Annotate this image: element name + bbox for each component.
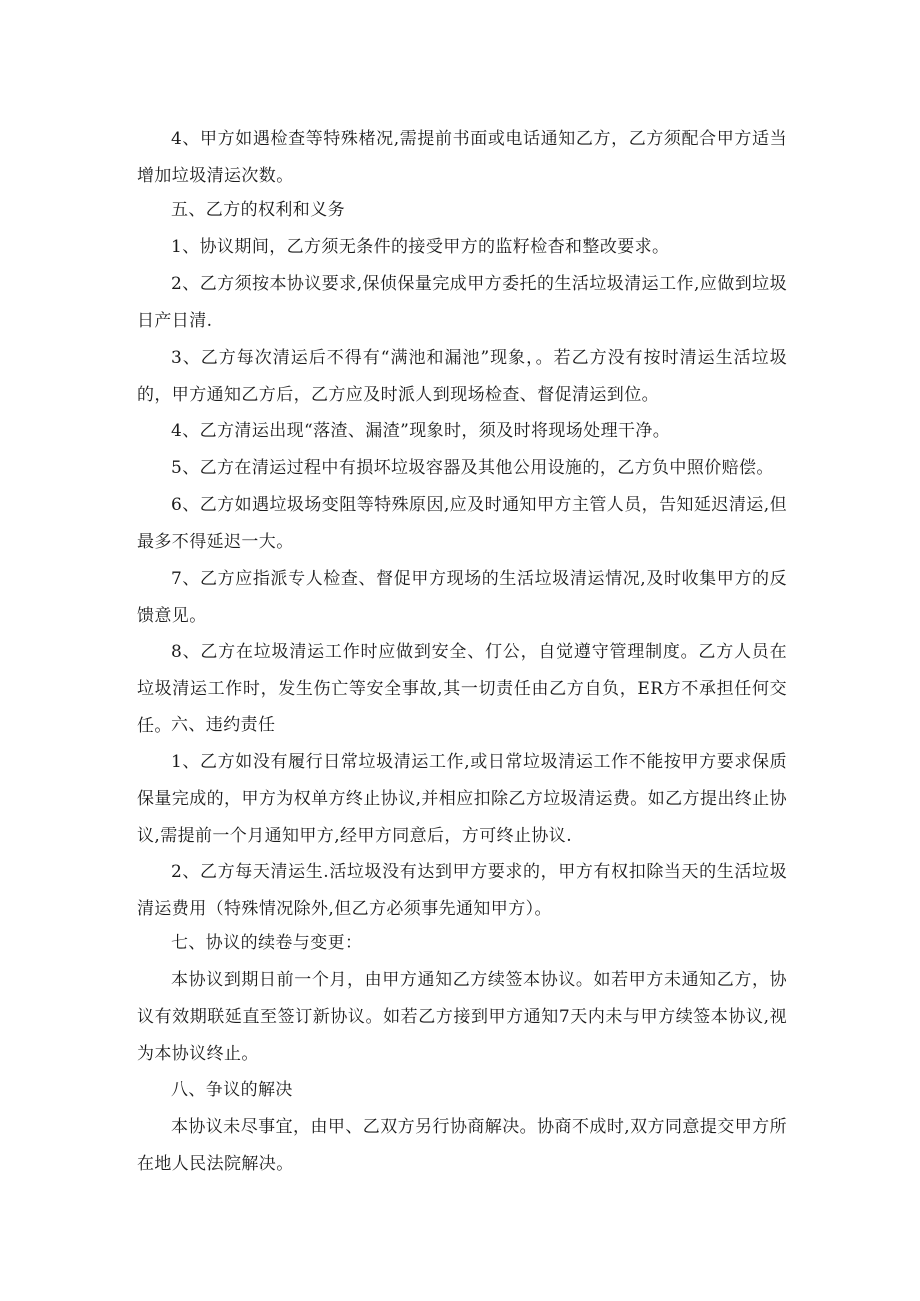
clause-5-2: 2、乙方须按本协议要求,保侦保量完成甲方委托的生活垃圾清运工作,应做到垃圾日产日清. <box>137 274 787 331</box>
clause-5-5: 5、乙方在清运过程中有损坏垃圾容器及其他公用设施的，乙方负中照价赔偿。 <box>171 458 774 478</box>
clause-5-4: 4、乙方清运出现“落渣、漏渣”现象时，须及时将现场处理干净。 <box>171 421 671 441</box>
clause-6-1: 1、乙方如没有履行日常垃圾清运工作,或日常垃圾清运工作不能按甲方要求保质保量完成的，甲方为权单方终止协议,并相应扣除乙方垃圾清运费。如乙方提出终止协议,需提前一个月通知甲方,经甲方同意后，方可终止协议. <box>137 752 787 846</box>
clause-7-1: 本协议到期日前一个月，由甲方通知乙方续签本协议。如若甲方未通知乙方，协议有效期联延直至签订新协议。如若乙方接到甲方通知7天内未与甲方续签本协议,视为本协议终止。 <box>137 970 787 1064</box>
section-heading-8: 八、争议的解决 <box>171 1080 293 1100</box>
section-heading-5: 五、乙方的权利和义务 <box>171 200 345 220</box>
clause-8-1: 本协议未尽事宜，由甲、乙双方另行协商解决。协商不成时,双方同意提交甲方所在地人民法院解决。 <box>137 1117 787 1174</box>
clause-5-6: 6、乙方如遇垃圾场变阻等特殊原因,应及时通知甲方主管人员，告知延迟清运,但最多不得延迟一大。 <box>137 495 787 552</box>
clause-5-3: 3、乙方每次清运后不得有“满池和漏池”现象，。若乙方没有按时清运生活垃圾的，甲方通知乙方后，乙方应及时派人到现场检查、督促清运到位。 <box>137 348 787 405</box>
section-heading-7: 七、协议的续卷与变更： <box>171 933 363 953</box>
clause-5-7: 7、乙方应指派专人检查、督促甲方现场的生活垃圾清运情况,及时收集甲方的反馈意见。 <box>137 569 787 626</box>
clause-5-1: 1、协议期间，乙方须无条件的接受甲方的监籽检杳和整改要求。 <box>171 237 670 257</box>
clause-5-8: 8、乙方在垃圾清运工作时应做到安全、仃公，自觉遵守管理制度。乙方人员在垃圾清运工作时，发生伤亡等安全事故,其一切责任由乙方自负，ER方不承担任何交任。 <box>137 642 787 736</box>
clause-6-2: 2、乙方每天清运生.活垃圾没有达到甲方要求的，甲方有权扣除当天的生活垃圾清运费用（特殊情况除外,但乙方必须事先通知甲方）。 <box>137 862 787 919</box>
section-heading-6: 六、违约责任 <box>171 715 276 735</box>
clause-jia-4: 4、甲方如遇检查等特殊楮况,需提前书面或电话通知乙方，乙方须配合甲方适当增加垃圾清运次数。 <box>137 129 787 186</box>
